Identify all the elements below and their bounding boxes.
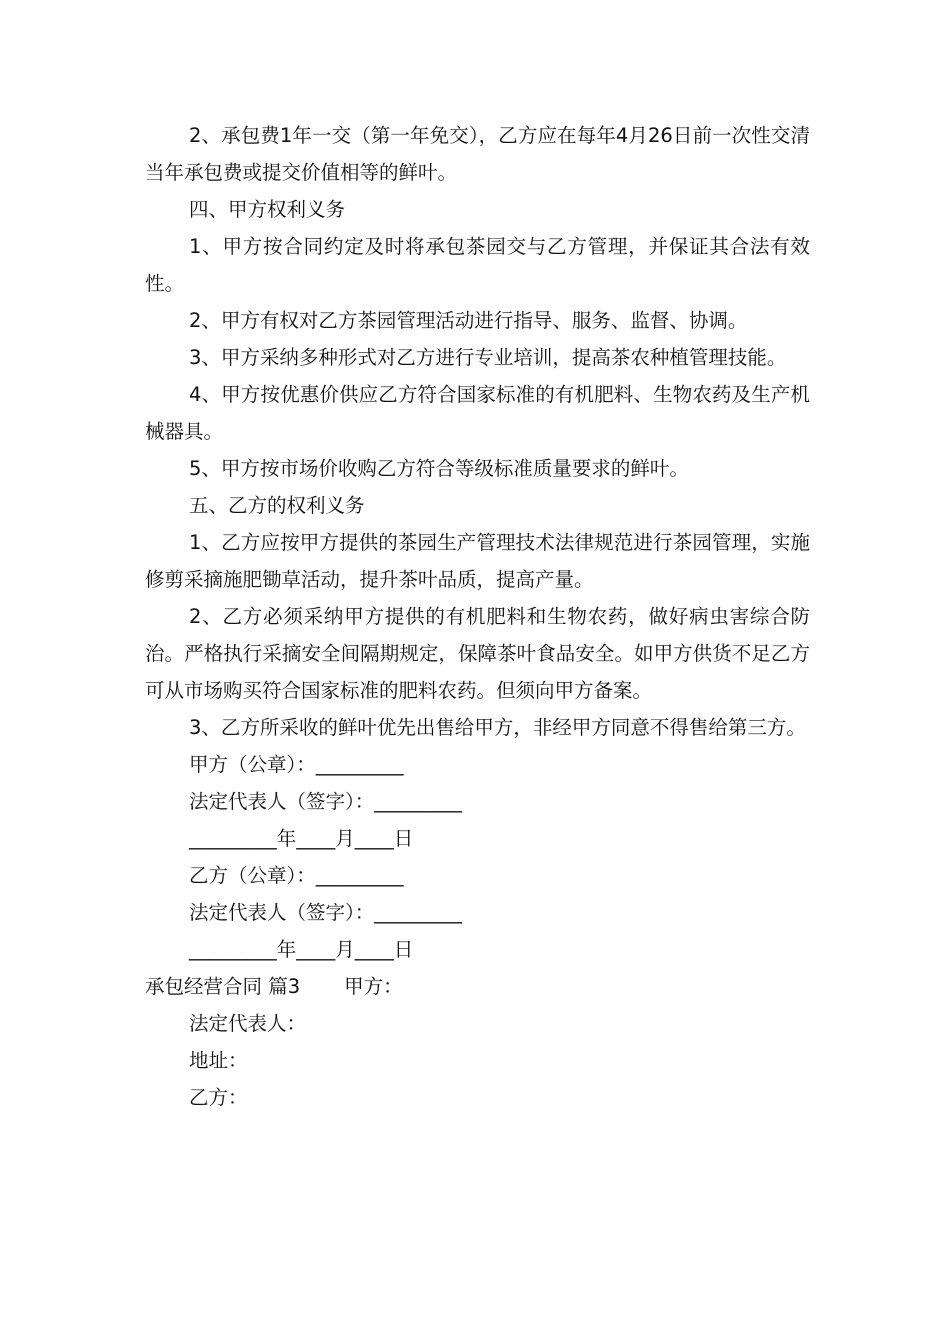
contract-3-party-b: 乙方： xyxy=(189,1086,248,1109)
document-page xyxy=(145,117,810,1116)
party-a-rep-signature-line: 法定代表人（签字）：_________ xyxy=(189,790,463,813)
section-heading-party-b-rights: 五、乙方的权利义务 xyxy=(189,494,365,517)
party-b-seal-line: 乙方（公章）：_________ xyxy=(189,864,404,887)
clause-b-2: 2、乙方必须采纳甲方提供的有机肥料和生物农药，做好病虫害综合防治。严格执行采摘安全间隔期规定，保障茶叶食品安全。如甲方供货不足乙方可从市场购买符合国家标准的肥料农药。但须向甲方备案。 xyxy=(145,605,810,702)
clause-b-1: 1、乙方应按甲方提供的茶园生产管理技术法律规范进行茶园管理，实施修剪采摘施肥锄草活动，提升茶叶品质，提高产量。 xyxy=(145,531,810,591)
contract-3-party-a: 甲方： xyxy=(344,975,403,998)
contract-3-legal-rep: 法定代表人： xyxy=(189,1012,307,1035)
clause-a-2: 2、甲方有权对乙方茶园管理活动进行指导、服务、监督、协调。 xyxy=(189,309,748,332)
clause-b-3: 3、乙方所采收的鲜叶优先出售给甲方，非经甲方同意不得售给第三方。 xyxy=(189,716,806,739)
party-a-date-line: _________年____月____日 xyxy=(189,827,414,850)
party-a-seal-line: 甲方（公章）：_________ xyxy=(189,753,404,776)
clause-a-3: 3、甲方采纳多种形式对乙方进行专业培训，提高茶农种植管理技能。 xyxy=(189,346,787,369)
contract-3-header xyxy=(145,968,810,1005)
party-b-rep-signature-line: 法定代表人（签字）：_________ xyxy=(189,901,463,924)
clause-a-5: 5、甲方按市场价收购乙方符合等级标准质量要求的鲜叶。 xyxy=(189,457,689,480)
contract-3-title: 承包经营合同 篇3 xyxy=(145,975,301,998)
clause-a-4: 4、甲方按优惠价供应乙方符合国家标准的有机肥料、生物农药及生产机械器具。 xyxy=(145,383,810,443)
clause-fee-payment: 2、承包费1年一交（第一年免交），乙方应在每年4月26日前一次性交清当年承包费或提交价值相等的鲜叶。 xyxy=(145,124,810,184)
party-b-date-line: _________年____月____日 xyxy=(189,938,414,961)
contract-3-address: 地址： xyxy=(189,1049,248,1072)
section-heading-party-a-rights: 四、甲方权利义务 xyxy=(189,198,346,221)
clause-a-1: 1、甲方按合同约定及时将承包茶园交与乙方管理，并保证其合法有效性。 xyxy=(145,235,810,295)
